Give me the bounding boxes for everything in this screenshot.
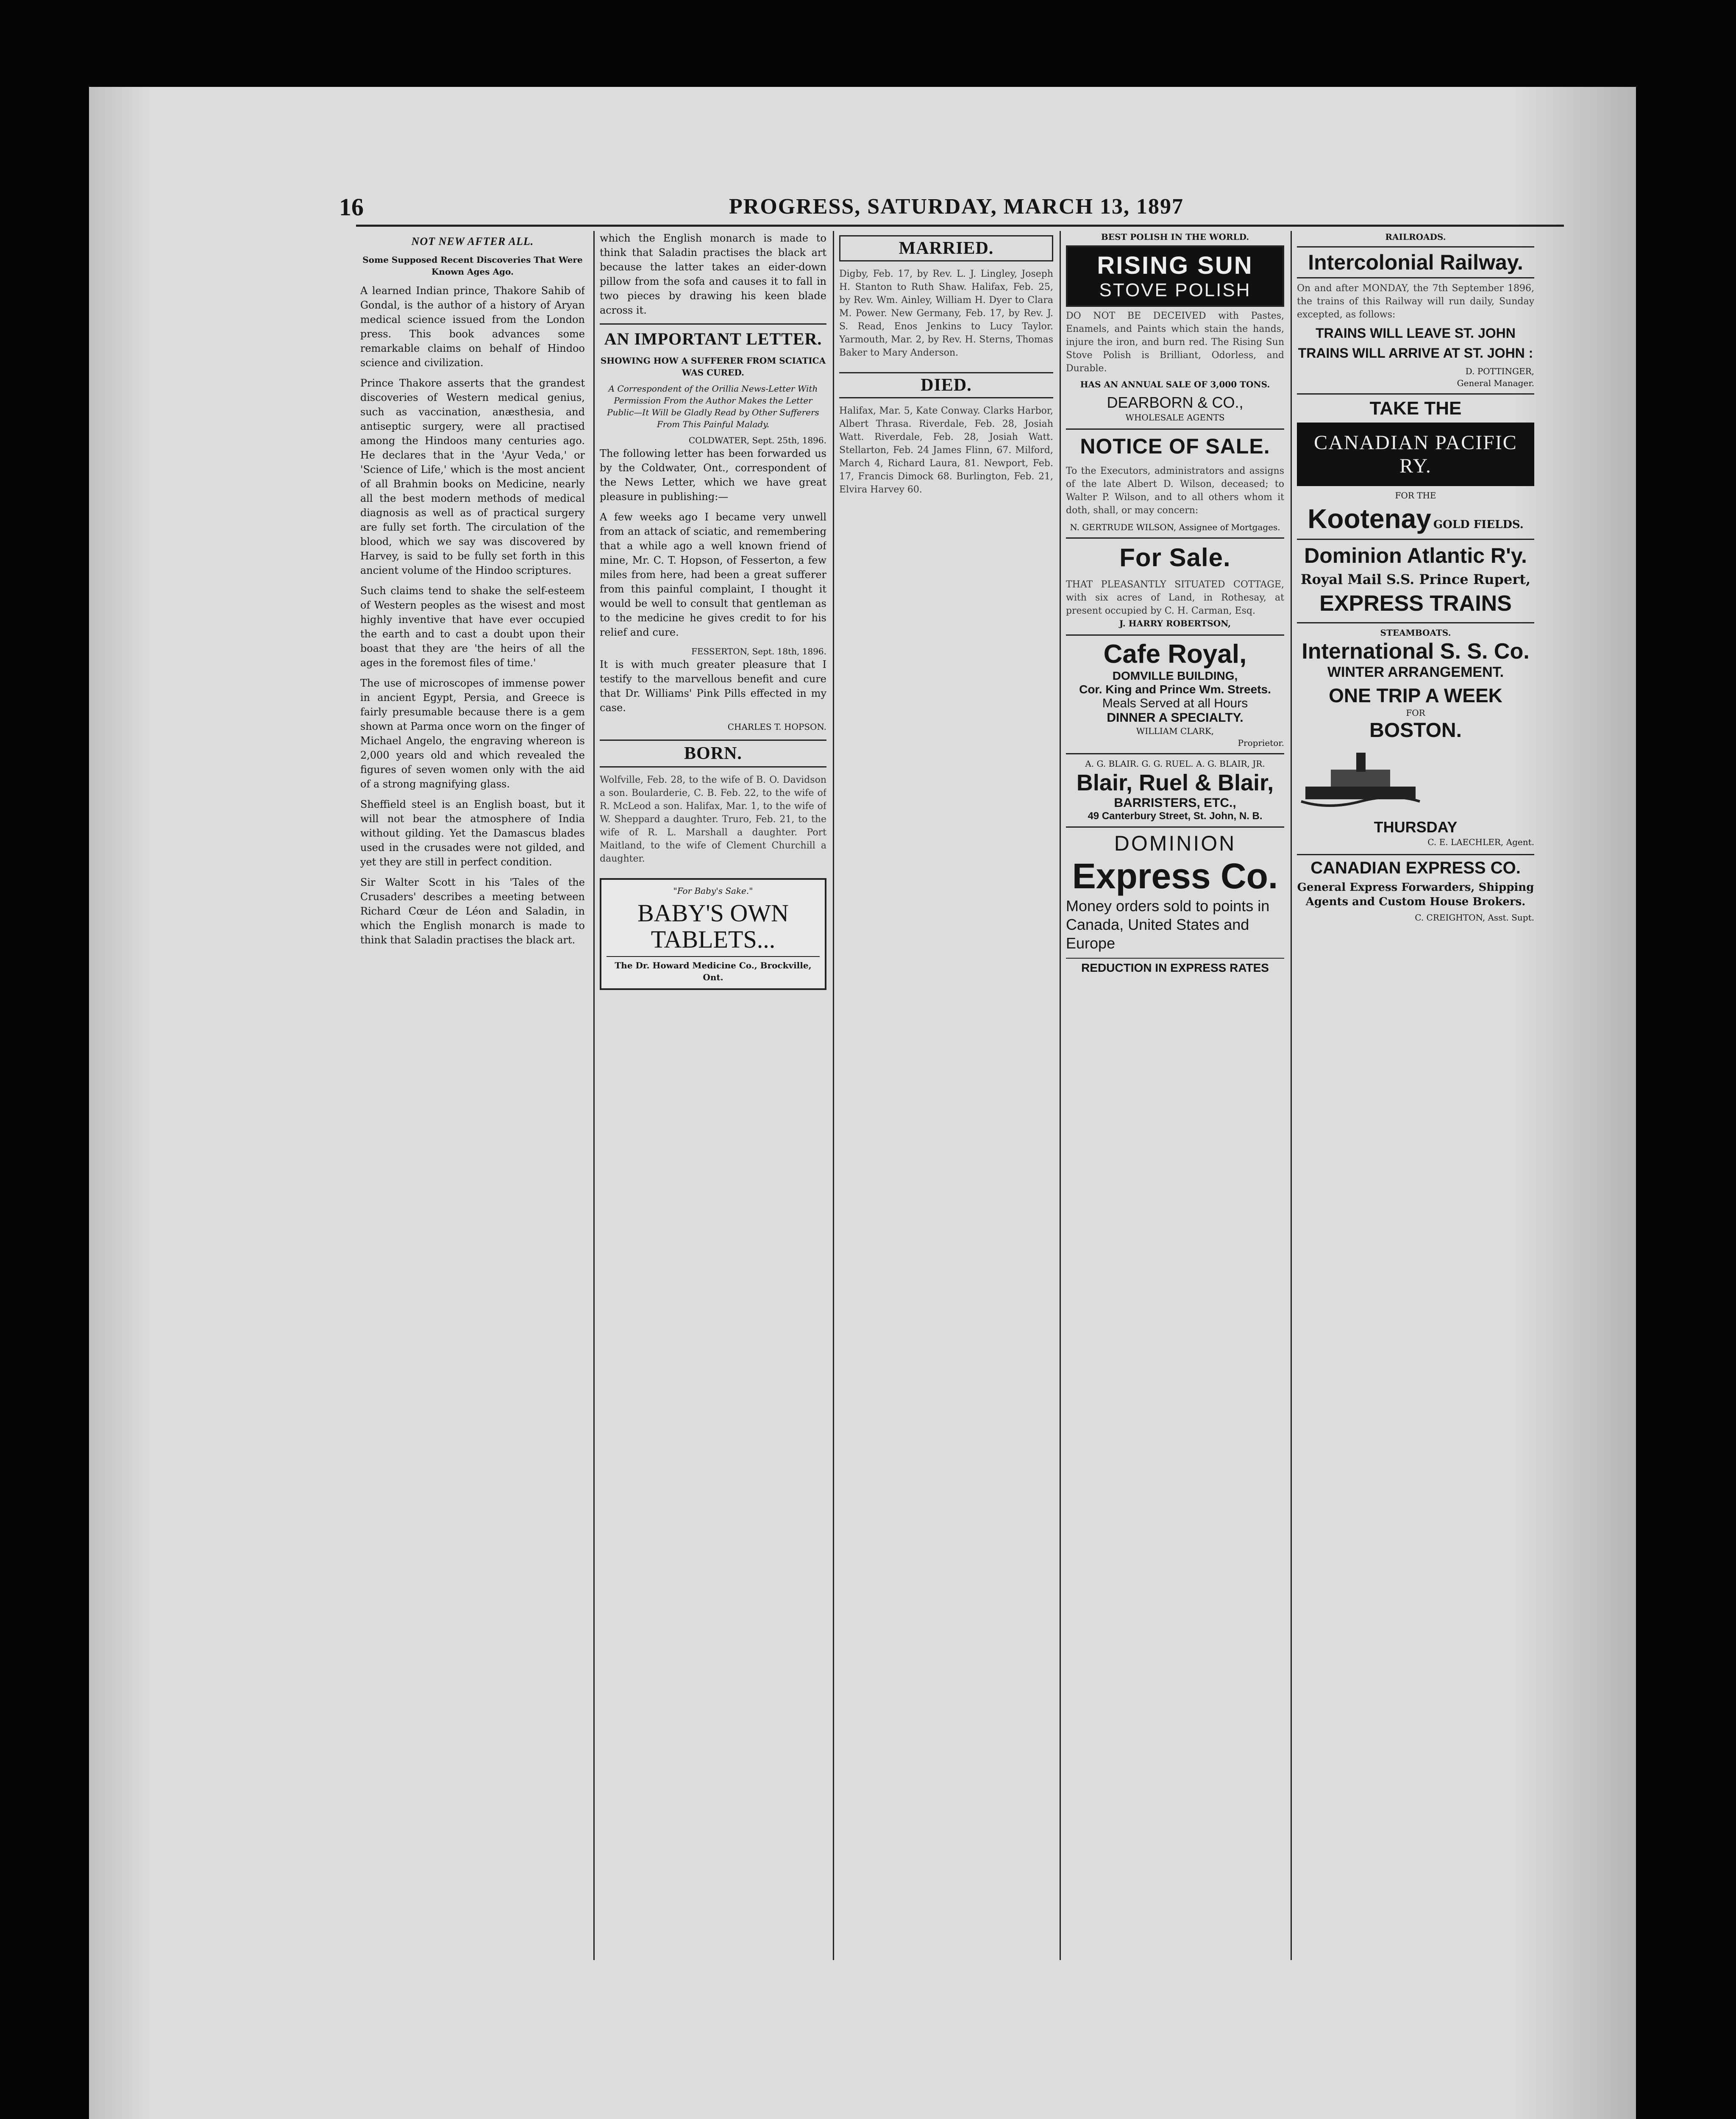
manager-name: D. POTTINGER, <box>1465 366 1534 376</box>
cec-subtitle: General Express Forwarders, Shipping Agents and Custom House Brokers. <box>1297 881 1534 908</box>
cec-signature: C. CREIGHTON, Asst. Supt. <box>1415 912 1534 923</box>
letter-heading: AN IMPORTANT LETTER. <box>600 323 826 349</box>
manager-role: General Manager. <box>1457 378 1534 388</box>
dominion-express-ad <box>1066 826 1284 975</box>
column-ads <box>1066 231 1284 1960</box>
cafe-owner-role: Proprietor. <box>1238 738 1284 748</box>
article-paragraph: which the English monarch is made to think that Saladin practises the black art because the latter takes an eider-down pillow from the sofa and causes it to fall in two pieces by drawing his keen blade across it. <box>600 232 826 316</box>
railroads-section: RAILROADS. <box>1385 232 1446 242</box>
for-sale-contact: J. HARRY ROBERTSON, <box>1119 618 1231 628</box>
column-divider <box>1060 231 1061 1960</box>
agent: C. E. LAECHLER, Agent. <box>1427 837 1534 847</box>
column-article <box>360 231 585 1960</box>
steamboats-section: STEAMBOATS. <box>1297 622 1534 639</box>
article-paragraph: Sir Walter Scott in his 'Tales of the Crusaders' describes a meeting between Richard Cœur de Léon and Saladin, in which the English monarch is made to think that Saladin practises the black art. <box>360 876 585 946</box>
kootenay-title <box>1297 503 1534 534</box>
ad-footer: The Dr. Howard Medicine Co., Brockville, Ont. <box>606 956 820 983</box>
died-heading: DIED. <box>839 372 1053 398</box>
law-address: 49 Canterbury Street, St. John, N. B. <box>1088 810 1263 822</box>
died-notices: Halifax, Mar. 5, Kate Conway. Clarks Harbor, Albert Thrasa. Riverdale, Feb. 28, Josiah Watt. Riverdale, Feb. 28, Josiah Watt. Stellarton, Feb. 24 James Flinn, 67. Milford, March 4, Richard Laura, 81. Newport, Feb. 17, Francis Dimock 68. Burlington, Feb. 21, Elvira Harvey 60. <box>839 406 1053 495</box>
annual-sale: HAS AN ANNUAL SALE OF 3,000 TONS. <box>1080 379 1270 389</box>
leave-heading: TRAINS WILL LEAVE ST. JOHN <box>1316 325 1516 341</box>
arrive-heading: TRAINS WILL ARRIVE AT ST. JOHN : <box>1298 345 1533 361</box>
notice-heading: NOTICE OF SALE. <box>1066 428 1284 459</box>
agents-role: WHOLESALE AGENTS <box>1125 412 1225 423</box>
column-notices <box>839 231 1053 1960</box>
cafe-owner: WILLIAM CLARK, <box>1136 726 1214 736</box>
for-word: FOR <box>1406 708 1425 718</box>
article-paragraph: Sheffield steel is an English boast, but it will not bear the atmosphere of India without gilding. Yet the Damascus blades used in the crusades were not gilded, and yet they are still in perfect condition. <box>360 798 585 868</box>
thursday: THURSDAY <box>1374 818 1458 836</box>
dateline: FESSERTON, Sept. 18th, 1896. <box>691 646 826 656</box>
steamship-icon <box>1297 746 1424 814</box>
cafe-line: DINNER A SPECIALTY. <box>1107 711 1244 725</box>
cafe-line: Meals Served at all Hours <box>1102 696 1248 710</box>
born-notices: Wolfville, Feb. 28, to the wife of B. O. Davidson a son. Boularderie, C. B. Feb. 22, to the wife of R. McLeod a son. Halifax, Mar. 1, to the wife of W. Sheppard a daughter. Truro, Feb. 21, to the wife of R. L. Marshall a daughter. Port Maitland, to the wife of Clement Churchill a daughter. <box>600 775 826 864</box>
cafe-title: Cafe Royal, <box>1103 640 1247 669</box>
boston: BOSTON. <box>1369 719 1462 742</box>
icr-text: On and after MONDAY, the 7th September 1896, the trains of this Railway will run daily, Sunday excepted, as follows: <box>1297 283 1534 320</box>
column-letter <box>600 231 826 1960</box>
logo-line: STOVE POLISH <box>1099 280 1251 300</box>
cafe-royal-ad <box>1066 634 1284 749</box>
column-divider <box>593 231 595 1960</box>
masthead-rule <box>356 225 1564 227</box>
article-subheading: Some Supposed Recent Discoveries That Were Known Ages Ago. <box>362 255 583 277</box>
one-trip: ONE TRIP A WEEK <box>1329 684 1502 706</box>
prince-rupert: Royal Mail S.S. Prince Rupert, <box>1300 571 1531 587</box>
dateline: COLDWATER, Sept. 25th, 1896. <box>688 435 826 445</box>
cpr-logo: CANADIAN PACIFIC RY. <box>1297 423 1534 486</box>
law-title: Blair, Ruel & Blair, <box>1076 770 1274 795</box>
page-title: PROGRESS, SATURDAY, MARCH 13, 1897 <box>729 195 1184 219</box>
letter-paragraph: A few weeks ago I became very unwell from an attack of sciatic, and remembering that a while ago a well known friend of mine, Mr. C. T. Hopson, of Fesserton, a few miles from here, had been a great sufferer from this painful complaint, I thought it would be well to consult that gentleman as to the medicine he gives credit to for his relief and cure. <box>600 511 826 638</box>
notice-signature: N. GERTRUDE WILSON, Assignee of Mortgages. <box>1070 522 1280 532</box>
married-notices: Digby, Feb. 17, by Rev. L. J. Lingley, Joseph H. Stanton to Ruth Shaw. Halifax, Feb. 25, by Rev. Wm. Ainley, William H. Dyer to Clara M. Power. New Germany, Feb. 17, by Rev. J. S. Read, Enos Jenkins to Lucy Taylor. Yarmouth, Mar. 2, by Rev. H. Sterns, Thomas Baker to Mary Anderson. <box>839 269 1053 358</box>
cafe-line: Cor. King and Prince Wm. Streets. <box>1079 683 1271 696</box>
express-rates: REDUCTION IN EXPRESS RATES <box>1066 958 1284 975</box>
gold-fields: GOLD FIELDS. <box>1433 518 1524 531</box>
for-the: FOR THE <box>1395 490 1436 501</box>
article-paragraph: Such claims tend to shake the self-esteem of Western peoples as the wisest and most highly inventive that have ever occupied the earth and to cast a doubt upon their boast that they are 'the heirs of all the ages in the foremost files of time.' <box>360 585 585 669</box>
dar-title: Dominion Atlantic R'y. <box>1297 539 1534 568</box>
express-title: Express Co. <box>1072 856 1278 896</box>
kootenay: Kootenay <box>1308 503 1431 534</box>
express-title: DOMINION <box>1114 831 1236 855</box>
article-paragraph: A learned Indian prince, Thakore Sahib of Gondal, is the author of a history of Aryan medical science issued from the London press. This book advances some remarkable claims on behalf of Hindoo science and civilization. <box>360 285 585 369</box>
article-paragraph: Prince Thakore asserts that the grandest discoveries of Western medical genius, such as vaccination, anæsthesia, and antiseptic surgery, were all practised among the Hindoos many centuries ago. He declares that in the 'Ayur Veda,' or 'Science of Life,' which is the most ancient of all Brahmin books on Medicine, nearly all the best modern methods of medical diagnosis as well as of practical surgery are fully set forth. The circulation of the blood, which we say was discovered by Harvey, is said to be fully set forth in this ancient volume of the Hindoo scriptures. <box>360 377 585 576</box>
take-the: TAKE THE <box>1297 393 1534 419</box>
law-role: BARRISTERS, ETC., <box>1114 796 1236 810</box>
article-paragraph: The use of microscopes of immense power in ancient Egypt, Persia, and Greece is fairly presumable because there is a gem shown at Parma once worn on the finger of Michael Angelo, the engraving whereon is 2,000 years old and which revealed the figures of seven women only with the aid of a strong magnifying glass. <box>360 677 585 790</box>
letter-signature: CHARLES T. HOPSON. <box>727 722 826 732</box>
babys-own-tablets-ad <box>600 878 826 990</box>
polish-description: DO NOT BE DECEIVED with Pastes, Enamels, and Paints which stain the hands, injure the iron, and burn red. The Rising Sun Stove Polish is Brilliant, Odorless, and Durable. <box>1066 311 1284 374</box>
letter-paragraph: It is with much greater pleasure that I testify to the marvellous benefit and cure that Dr. Williams' Pink Pills effected in my case. <box>600 659 826 714</box>
letter-paragraph: The following letter has been forwarded us by the Coldwater, Ont., correspondent of the News Letter, which we have great pleasure in publishing:— <box>600 448 826 503</box>
law-firm-ad <box>1066 753 1284 822</box>
cafe-line: DOMVILLE BUILDING, <box>1112 669 1238 682</box>
born-heading: BORN. <box>600 740 826 768</box>
winter-arrangement: WINTER ARRANGEMENT. <box>1327 664 1504 680</box>
notice-text: To the Executors, administrators and assigns of the late Albert D. Wilson, deceased; to Walter P. Wilson, and to all others whom it doth, shall, or may concern: <box>1066 466 1284 516</box>
law-partners: A. G. BLAIR. G. G. RUEL. A. G. BLAIR, JR. <box>1085 759 1265 769</box>
column-transport <box>1297 231 1534 1960</box>
rising-sun-logo <box>1066 245 1284 307</box>
column-divider <box>833 231 834 1960</box>
page-number: 16 <box>339 193 364 221</box>
cec-title: CANADIAN EXPRESS CO. <box>1297 854 1534 878</box>
letter-intro: A Correspondent of the Orillia News-Letter With Permission From the Author Makes the Letter Public—It Will be Gladly Read by Other Sufferers From This Painful Malady. <box>607 384 819 429</box>
for-sale-text: THAT PLEASANTLY SITUATED COTTAGE, with six acres of Land, in Rothesay, at present occupied by C. H. Carman, Esq. <box>1066 579 1284 616</box>
iss-title: International S. S. Co. <box>1302 639 1530 664</box>
letter-subheading: SHOWING HOW A SUFFERER FROM SCIATICA WAS CURED. <box>600 356 826 378</box>
for-sale-heading: For Sale. <box>1066 537 1284 572</box>
agents-name: DEARBORN & CO., <box>1107 394 1244 411</box>
married-heading: MARRIED. <box>839 235 1053 261</box>
ad-title: BABY'S OWN TABLETS... <box>637 899 789 953</box>
express-text: Money orders sold to points in Canada, United States and Europe <box>1066 897 1270 952</box>
column-divider <box>1291 231 1292 1960</box>
ad-tagline: "For Baby's Sake." <box>673 886 753 896</box>
polish-banner: BEST POLISH IN THE WORLD. <box>1101 232 1249 242</box>
logo-line: RISING SUN <box>1097 252 1253 279</box>
article-heading: NOT NEW AFTER ALL. <box>411 235 534 247</box>
icr-title: Intercolonial Railway. <box>1297 246 1534 278</box>
express-trains: EXPRESS TRAINS <box>1319 591 1512 616</box>
